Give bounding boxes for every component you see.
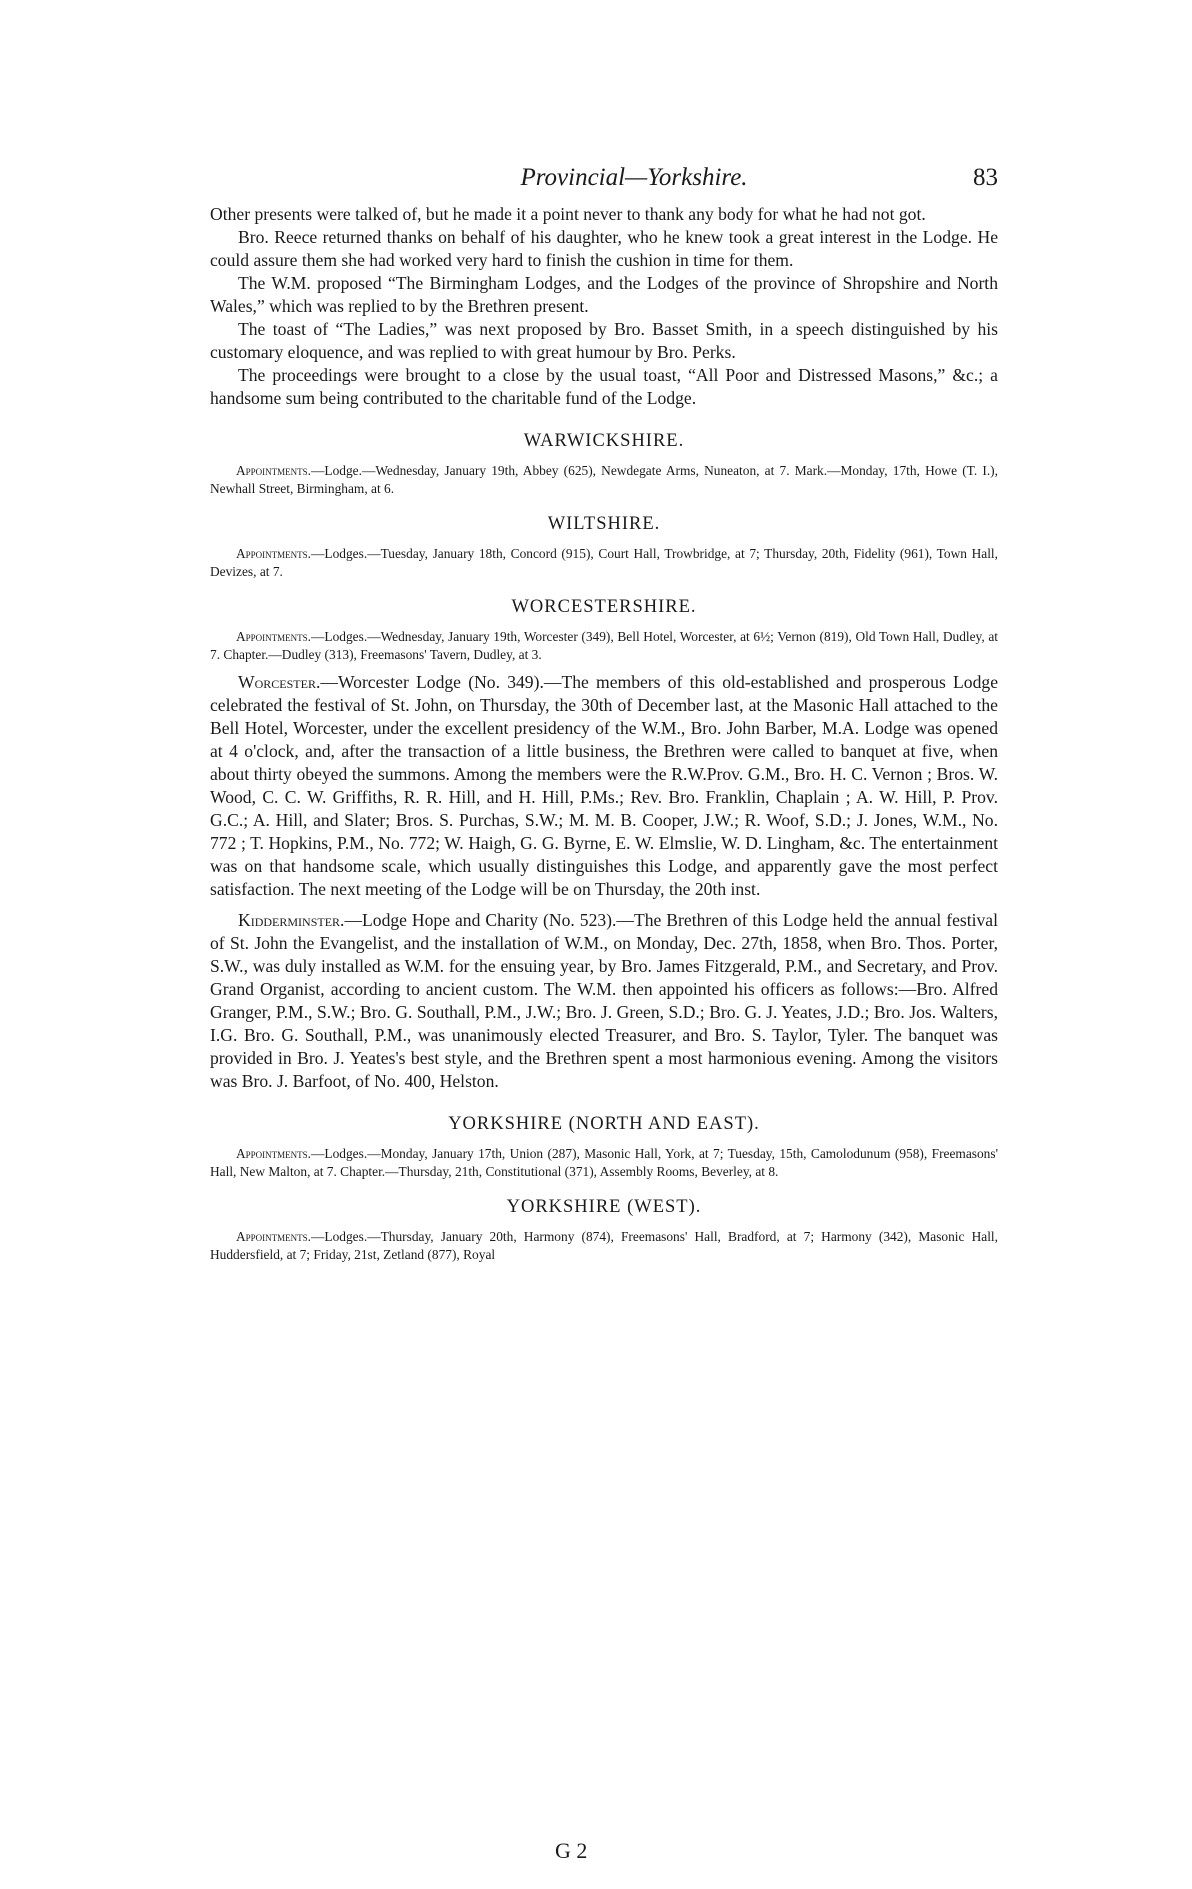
appointments-text: —Lodge.—Wednesday, January 19th, Abbey (625), Newdegate Arms, Nuneaton, at 7. Mark.—Monday, 17th, Howe (T. I.), Newhall Street, Birmingham, at 6. [210,463,998,496]
paragraph: The toast of “The Ladies,” was next proposed by Bro. Basset Smith, in a speech distinguished by his customary eloquence, and was replied to with great humour by Bro. Perks. [210,319,998,362]
paragraph: The W.M. proposed “The Birmingham Lodges, and the Lodges of the province of Shropshire and North Wales,” which was replied to by the Brethren present. [210,273,998,316]
report-lead: Kidderminster. [238,910,345,930]
paragraph: The proceedings were brought to a close by the usual toast, “All Poor and Distressed Masons,” &c.; a handsome sum being contributed to the charitable fund of the Lodge. [210,365,998,408]
report-lead: Worcester. [238,672,321,692]
section-heading-worcestershire: WORCESTERSHIRE. [511,597,697,617]
appointments-text: —Lodges.—Thursday, January 20th, Harmony (874), Freemasons' Hall, Bradford, at 7; Harmony (342), Masonic Hall, Huddersfield, at 7; Friday, 21st, Zetland (877), Royal [210,1229,998,1262]
appointments-lead: Appointments. [236,629,312,644]
report-kidderminster [210,909,998,1093]
page-number: 83 [973,164,998,191]
page-header [210,158,998,198]
appointments-lead: Appointments. [236,1229,312,1244]
signature-mark: G 2 [555,1838,588,1863]
appointments-text: —Lodges.—Tuesday, January 18th, Concord (915), Court Hall, Trowbridge, at 7; Thursday, 20th, Fidelity (961), Town Hall, Devizes, at 7. [210,546,998,579]
section-heading-wiltshire: WILTSHIRE. [547,514,661,534]
appointments-lead: Appointments. [236,463,312,478]
section-heading-yorkshire-north-east: YORKSHIRE (NORTH AND EAST). [448,1114,760,1134]
section-heading-yorkshire-west: YORKSHIRE (WEST). [506,1197,702,1217]
paragraph: Bro. Reece returned thanks on behalf of his daughter, who he knew took a great interest in the Lodge. He could assure them she had worked very hard to finish the cushion in time for them. [210,227,998,270]
appointments-text: —Lodges.—Monday, January 17th, Union (287), Masonic Hall, York, at 7; Tuesday, 15th, Camolodunum (958), Freemasons' Hall, New Malton, at 7. Chapter.—Thursday, 21th, Constitutional (371), Assembly Rooms, Beverley, at 8. [210,1146,998,1179]
appointments-warwickshire [210,462,998,497]
appointments-wiltshire [210,545,998,580]
appointments-yorkshire-west [210,1228,998,1263]
running-head: Provincial—Yorkshire. [520,164,748,191]
text-column [210,203,998,1263]
appointments-worcestershire [210,628,998,663]
appointments-lead: Appointments. [236,546,312,561]
appointments-yorkshire-north-east [210,1145,998,1180]
report-text: —Lodge Hope and Charity (No. 523).—The Brethren of this Lodge held the annual festival of St. John the Evangelist, and the installation of W.M., on Monday, Dec. 27th, 1858, when Bro. Thos. Porter, S.W., was duly installed as W.M. for the ensuing year, by Bro. James Fitzgerald, P.M., and Secretary, and Prov. Grand Organist, according to ancient custom. The W.M. then appointed his officers as follows:—Bro. Alfred Granger, P.M., S.W.; Bro. G. Southall, P.M., J.W.; Bro. J. Green, S.D.; Bro. G. J. Yeates, J.D.; Bro. Jos. Walters, I.G. Bro. G. Southall, P.M., was unanimously elected Treasurer, and Bro. S. Taylor, Tyler. The banquet was provided in Bro. J. Yeates's best style, and the Brethren spent a most harmonious evening. Among the visitors was Bro. J. Barfoot, of No. 400, Helston. [210,910,998,1091]
appointments-text: —Lodges.—Wednesday, January 19th, Worcester (349), Bell Hotel, Worcester, at 6½; Vernon (819), Old Town Hall, Dudley, at 7. Chapter.—Dudley (313), Freemasons' Tavern, Dudley, at 3. [210,629,998,662]
appointments-lead: Appointments. [236,1146,312,1161]
report-text: —Worcester Lodge (No. 349).—The members of this old-established and prosperous Lodge celebrated the festival of St. John, on Thursday, the 30th of December last, at the Masonic Hall attached to the Bell Hotel, Worcester, under the excellent presidency of the W.M., Bro. John Barber, M.A. Lodge was opened at 4 o'clock, and, after the transaction of a little business, the Brethren were called to banquet at five, when about thirty obeyed the summons. Among the members were the R.W.Prov. G.M., Bro. H. C. Vernon ; Bros. W. Wood, C. C. W. Griffiths, R. R. Hill, and H. Hill, P.Ms.; Rev. Bro. Franklin, Chaplain ; A. W. Hill, P. Prov. G.C.; A. Hill, and Slater; Bros. S. Purchas, S.W.; M. M. B. Cooper, J.W.; R. Woof, S.D.; J. Jones, W.M., No. 772 ; T. Hopkins, P.M., No. 772; W. Haigh, G. G. Byrne, E. W. Elmslie, W. D. Lingham, &c. The entertainment was on that handsome scale, which usually distinguishes this Lodge, and apparently gave the most perfect satisfaction. The next meeting of the Lodge will be on Thursday, the 20th inst. [210,672,998,899]
report-worcester [210,671,998,901]
section-heading-warwickshire: WARWICKSHIRE. [523,431,685,451]
paragraph: Other presents were talked of, but he made it a point never to thank any body for what he had not got. [210,204,926,224]
